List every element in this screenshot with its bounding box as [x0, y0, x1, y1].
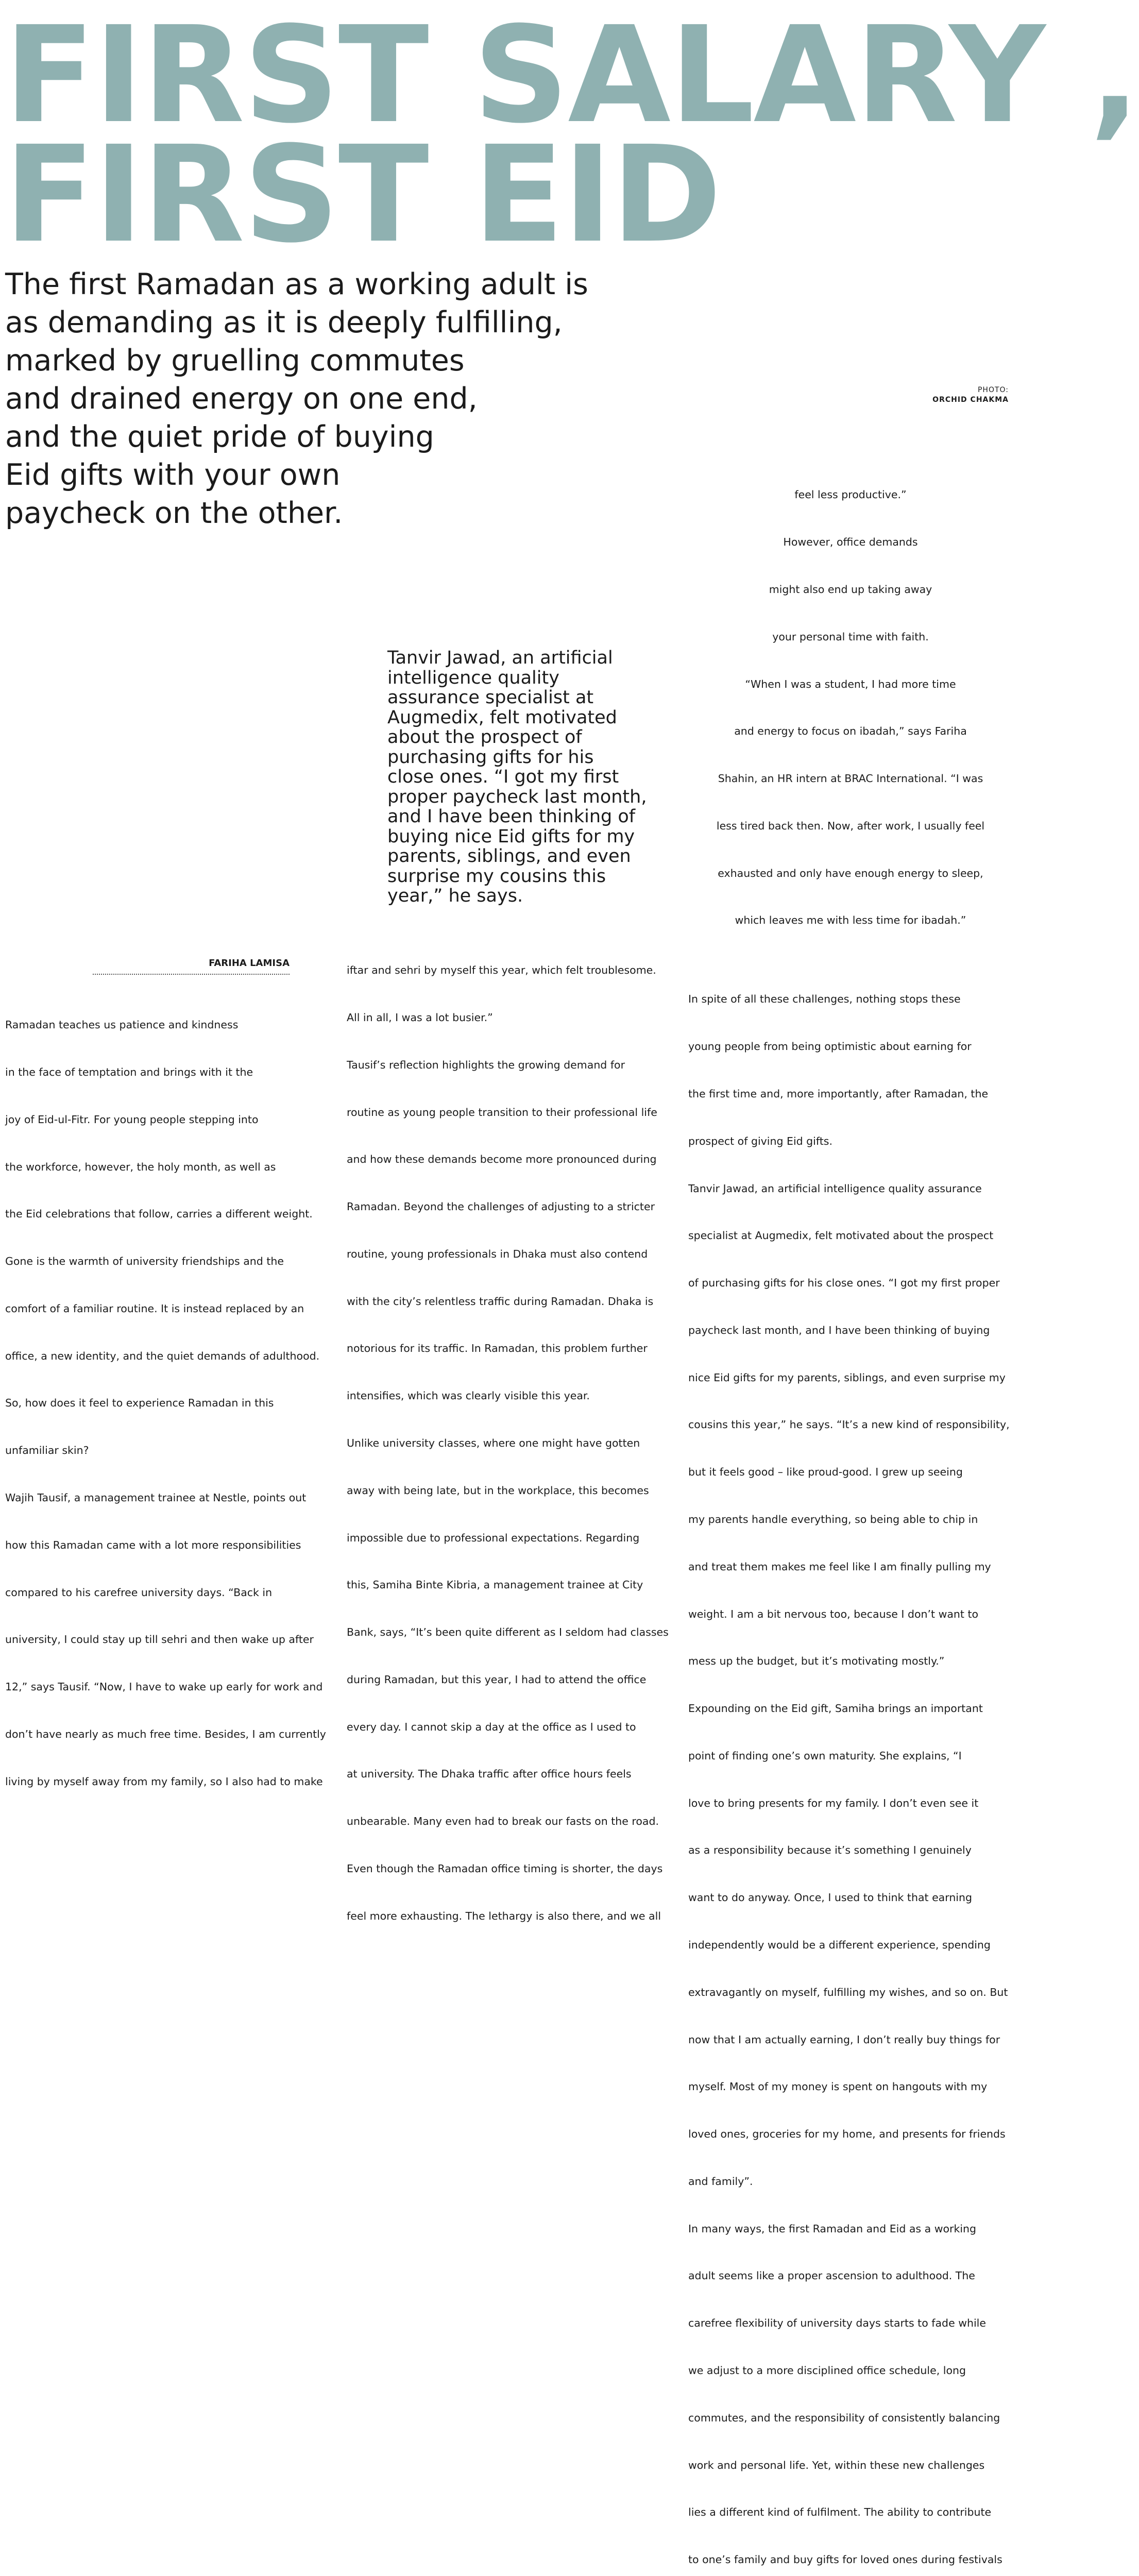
pull-quote-line: close ones. “I got my first — [387, 767, 619, 787]
body-line: the workforce, however, the holy month, as well as — [5, 1160, 276, 1173]
body-line: comfort of a familiar routine. It is instead replaced by an — [5, 1302, 304, 1315]
standfirst-line: marked by gruelling commutes — [5, 344, 465, 378]
body-line: Shahin, an HR intern at BRAC International. “I was — [718, 772, 983, 785]
body-line: and energy to focus on ibadah,” says Fariha — [734, 725, 967, 738]
body-line: as a responsibility because it’s something I genuinely — [688, 1844, 972, 1857]
photo-credit-name: ORCHID CHAKMA — [932, 396, 1009, 404]
pull-quote-line: buying nice Eid gifts for my — [387, 826, 635, 847]
body-line: carefree flexibility of university days starts to fade while — [688, 2317, 986, 2330]
pull-quote-line: proper paycheck last month, — [387, 786, 647, 807]
body-line: the first time and, more importantly, after Ramadan, the — [688, 1087, 989, 1100]
pull-quote-line: assurance specialist at — [387, 687, 594, 708]
standfirst-line: and the quiet pride of buying — [5, 420, 434, 454]
headline-line-2: FIRST EID — [4, 117, 721, 272]
body-line: office, a new identity, and the quiet demands of adulthood. — [5, 1349, 320, 1362]
body-column-1 — [5, 986, 335, 1805]
headline — [4, 0, 1139, 272]
body-line: Bank, says, “It’s been quite different as I seldom had classes — [347, 1626, 669, 1639]
body-line: Tausif’s reflection highlights the growing demand for — [347, 1058, 625, 1071]
pull-quote-line: Tanvir Jawad, an artificial — [387, 648, 613, 668]
body-line: unfamiliar skin? — [5, 1444, 89, 1457]
body-line: but it feels good – like proud-good. I grew up seeing — [688, 1466, 963, 1479]
body-line: 12,” says Tausif. “Now, I have to wake up early for work and — [5, 1681, 323, 1693]
pull-quote-line: intelligence quality — [387, 667, 559, 688]
body-line: Ramadan. Beyond the challenges of adjusting to a stricter — [347, 1200, 655, 1213]
body-line: notorious for its traffic. In Ramadan, this problem further — [347, 1342, 648, 1355]
body-line: So, how does it feel to experience Ramadan in this — [5, 1397, 274, 1410]
body-line: impossible due to professional expectations. Regarding — [347, 1531, 640, 1544]
body-line: your personal time with faith. — [772, 630, 929, 643]
body-line: during Ramadan, but this year, I had to attend the office — [347, 1673, 647, 1686]
body-line: intensifies, which was clearly visible this year. — [347, 1389, 590, 1402]
body-line: Unlike university classes, where one might have gotten — [347, 1437, 640, 1449]
body-line: love to bring presents for my family. I don’t even see it — [688, 1797, 979, 1809]
pull-quote — [387, 648, 655, 906]
body-line: nice Eid gifts for my parents, siblings, and even surprise my — [688, 1371, 1006, 1384]
body-line: living by myself away from my family, so I also had to make — [5, 1775, 323, 1788]
body-line: Ramadan teaches us patience and kindness — [5, 1019, 239, 1031]
body-line: adult seems like a proper ascension to adulthood. The — [688, 2269, 975, 2282]
body-line: work and personal life. Yet, within these new challenges — [688, 2459, 985, 2471]
body-line: Wajih Tausif, a management trainee at Nestle, points out — [5, 1492, 307, 1504]
headline-line-1: FIRST SALARY , — [4, 0, 1139, 152]
body-line: of purchasing gifts for his close ones. “I got my first proper — [688, 1277, 1000, 1290]
body-line: want to do anyway. Once, I used to think that earning — [688, 1891, 973, 1904]
body-line: loved ones, groceries for my home, and presents for friends — [688, 2128, 1006, 2141]
body-line: cousins this year,” he says. “It’s a new kind of responsibility, — [688, 1418, 1010, 1431]
body-line: at university. The Dhaka traffic after office hours feels — [347, 1768, 632, 1781]
body-line: extravagantly on myself, fulfilling my wishes, and so on. But — [688, 1986, 1008, 1998]
pull-quote-line: about the prospect of — [387, 727, 582, 748]
body-line: exhausted and only have enough energy to sleep, — [718, 867, 983, 879]
body-line: and family”. — [688, 2175, 753, 2188]
pull-quote-line: surprise my cousins this — [387, 866, 606, 887]
body-line: All in all, I was a lot busier.” — [347, 1011, 493, 1024]
body-line: myself. Most of my money is spent on hangouts with my — [688, 2080, 988, 2093]
photo-credit — [932, 385, 1009, 405]
body-line: university, I could stay up till sehri and then wake up after — [5, 1633, 314, 1646]
body-line: specialist at Augmedix, felt motivated about the prospect — [688, 1229, 994, 1242]
pull-quote-line: Augmedix, felt motivated — [387, 707, 617, 728]
body-line: independently would be a different experience, spending — [688, 1939, 991, 1951]
pull-quote-line: year,” he says. — [387, 886, 523, 906]
body-line: which leaves me with less time for ibadah.” — [735, 914, 966, 927]
body-line: every day. I cannot skip a day at the office as I used to — [347, 1720, 636, 1733]
body-line: to one’s family and buy gifts for loved ones during festivals — [688, 2553, 1002, 2566]
body-line: young people from being optimistic about earning for — [688, 1040, 972, 1053]
body-line: we adjust to a more disciplined office schedule, long — [688, 2364, 966, 2377]
photo-credit-label: PHOTO: — [977, 386, 1009, 394]
body-line: lies a different kind of fulfilment. The ability to contribute — [688, 2506, 992, 2519]
body-line: commutes, and the responsibility of consistently balancing — [688, 2411, 1000, 2424]
standfirst-line: Eid gifts with your own — [5, 458, 341, 492]
wrapped-text-block — [688, 455, 1013, 960]
standfirst-line: paycheck on the other. — [5, 496, 343, 530]
body-line: this, Samiha Binte Kibria, a management trainee at City — [347, 1579, 643, 1591]
body-line: now that I am actually earning, I don’t really buy things for — [688, 2033, 1000, 2046]
body-line: paycheck last month, and I have been thinking of buying — [688, 1324, 990, 1336]
body-line: However, office demands — [783, 536, 918, 549]
body-line: routine, young professionals in Dhaka must also contend — [347, 1247, 648, 1260]
body-line: and treat them makes me feel like I am finally pulling my — [688, 1560, 991, 1573]
pull-quote-line: purchasing gifts for his — [387, 747, 594, 768]
body-line: the Eid celebrations that follow, carries a different weight. — [5, 1208, 313, 1221]
body-line: Expounding on the Eid gift, Samiha brings an important — [688, 1702, 983, 1715]
body-line: Gone is the warmth of university friendships and the — [5, 1255, 284, 1268]
body-line: less tired back then. Now, after work, I usually feel — [716, 819, 985, 832]
body-line: in the face of temptation and brings with it the — [5, 1065, 253, 1078]
body-line: mess up the budget, but it’s motivating mostly.” — [688, 1655, 945, 1668]
body-line: unbearable. Many even had to break our fasts on the road. — [347, 1815, 659, 1828]
standfirst-line: The first Ramadan as a working adult is — [5, 267, 588, 301]
body-column-2 — [347, 931, 676, 1940]
body-line: feel less productive.” — [794, 488, 907, 501]
body-line: routine as young people transition to their professional life — [347, 1106, 657, 1118]
body-column-3 — [688, 424, 1013, 2576]
byline: FARIHA LAMISA — [93, 957, 290, 975]
body-line: my parents handle everything, so being able to chip in — [688, 1513, 978, 1526]
standfirst — [5, 265, 588, 532]
standfirst-line: as demanding as it is deeply fulfilling, — [5, 306, 563, 340]
body-line: prospect of giving Eid gifts. — [688, 1134, 832, 1147]
body-line: don’t have nearly as much free time. Besides, I am currently — [5, 1727, 326, 1740]
body-line: point of finding one’s own maturity. She explains, “I — [688, 1749, 962, 1762]
body-line: compared to his carefree university days. “Back in — [5, 1586, 273, 1599]
body-line: how this Ramadan came with a lot more responsibilities — [5, 1538, 301, 1551]
body-line: might also end up taking away — [769, 583, 932, 596]
body-line: Tanvir Jawad, an artificial intelligence quality assurance — [688, 1182, 982, 1195]
pull-quote-line: and I have been thinking of — [387, 806, 636, 827]
body-line: away with being late, but in the workplace, this becomes — [347, 1484, 649, 1497]
body-line: “When I was a student, I had more time — [745, 677, 956, 690]
body-line: weight. I am a bit nervous too, because I don’t want to — [688, 1607, 979, 1620]
pull-quote-line: parents, siblings, and even — [387, 846, 631, 867]
body-line: In many ways, the first Ramadan and Eid as a working — [688, 2222, 977, 2235]
body-line: feel more exhausting. The lethargy is also there, and we all — [347, 1909, 661, 1922]
body-line: Even though the Ramadan office timing is shorter, the days — [347, 1862, 663, 1875]
body-line: and how these demands become more pronounced during — [347, 1153, 657, 1166]
body-line: joy of Eid-ul-Fitr. For young people stepping into — [5, 1113, 259, 1126]
standfirst-line: and drained energy on one end, — [5, 382, 478, 416]
body-line: with the city’s relentless traffic during Ramadan. Dhaka is — [347, 1295, 654, 1308]
body-line: In spite of all these challenges, nothing stops these — [688, 993, 961, 1006]
body-line: iftar and sehri by myself this year, which felt troublesome. — [347, 964, 656, 977]
